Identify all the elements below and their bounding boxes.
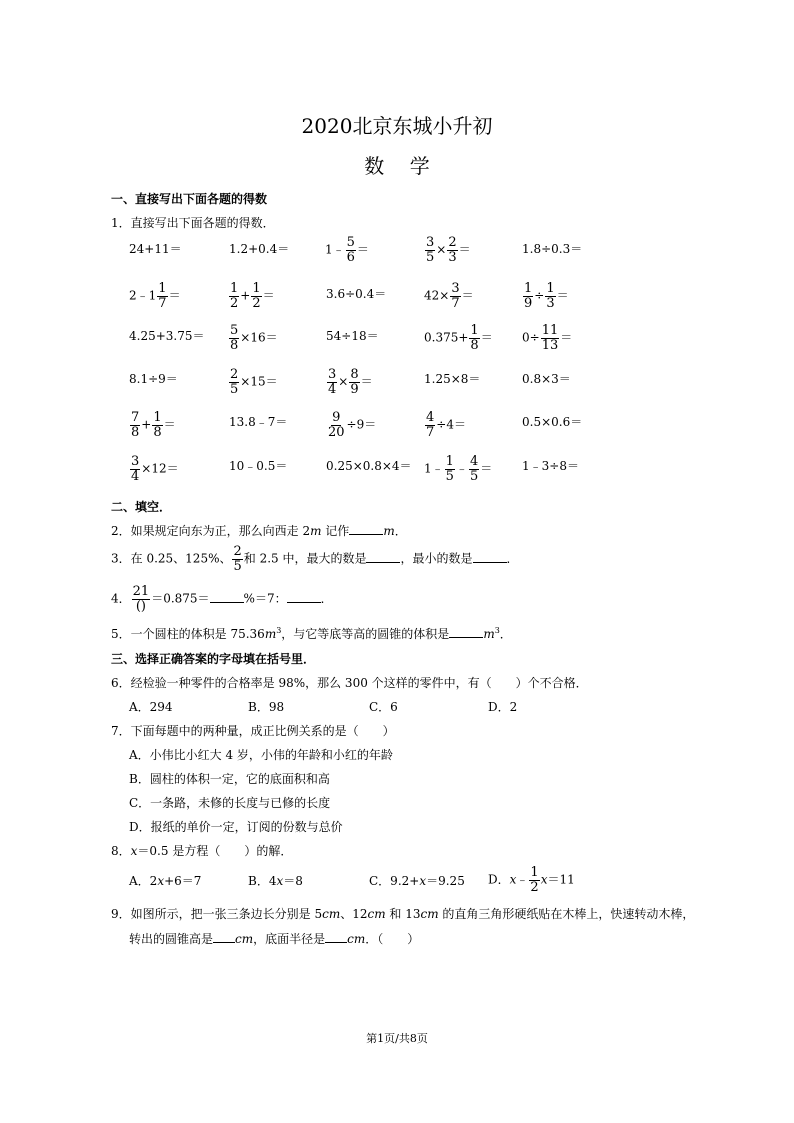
q7-option-d[interactable]: D．报纸的单价一定，订阅的份数与总价 (129, 820, 343, 834)
answer-blank-max[interactable] (366, 550, 400, 563)
item-r5c1: $\frac{7}{8}$ + $\frac{1}{8}$ ＝ (131, 410, 176, 440)
item-r2c5: $\frac{1}{9}$ ÷ $\frac{1}{3}$ ＝ (524, 281, 569, 311)
q7-option-b[interactable]: B．圆柱的体积一定，它的底面积和高 (129, 772, 330, 786)
item-r1c3: 1﹣ $\frac{5}{6}$ ＝ (325, 235, 369, 265)
question-4: 4． $\frac{21}{()}$ ＝0.875＝ %＝7： ． (111, 584, 333, 614)
answer-blank-ratio[interactable] (287, 590, 321, 603)
item-r2c4: 42× $\frac{3}{7}$ ＝ (424, 281, 474, 311)
item-r5c2: 13.8﹣7＝ (229, 415, 288, 429)
answer-blank-min[interactable] (473, 550, 507, 563)
item-r4c2: $\frac{2}{5}$ ×15＝ (230, 367, 278, 397)
answer-blank[interactable] (349, 522, 383, 535)
item-r4c4: 1.25×8＝ (424, 372, 481, 386)
question-9-line-2: 转出的圆锥高是 cm，底面半径是 cm．（ ） (129, 932, 420, 946)
q6-option-a[interactable]: A．294 (129, 700, 173, 714)
item-r1c5: 1.8÷0.3＝ (522, 242, 583, 256)
doc-subject: 数 学 (364, 154, 430, 178)
q7-option-c[interactable]: C．一条路，未修的长度与已修的长度 (129, 796, 331, 810)
item-r5c3: $\frac{9}{20}$ ÷9＝ (328, 410, 377, 440)
item-r4c3: $\frac{3}{4}$ × $\frac{8}{9}$ ＝ (328, 367, 373, 397)
q7-option-a[interactable]: A．小伟比小红大 4 岁，小伟的年龄和小红的年龄 (129, 748, 393, 762)
q8-option-b[interactable]: B．4x＝8 (248, 874, 303, 888)
item-r4c5: 0.8×3＝ (522, 372, 571, 386)
question-3: 3．在 0.25、125%、 $\frac{2}{5}$ 和 2.5 中，最大的数是 ，最小的数是 ． (111, 544, 519, 574)
answer-blank-height[interactable] (213, 930, 235, 943)
item-r2c1: 2﹣1 $\frac{1}{7}$ ＝ (129, 281, 181, 311)
q6-option-d[interactable]: D．2 (488, 700, 518, 714)
question-2: 2．如果规定向东为正，那么向西走 2m 记作 m． (111, 524, 407, 538)
item-r5c5: 0.5×0.6＝ (522, 415, 583, 429)
q6-option-c[interactable]: C．6 (369, 700, 398, 714)
page-footer: 第1页/共8页 (366, 1032, 428, 1045)
q8-option-d[interactable]: D．x﹣ $\frac{1}{2}$ x＝11 (488, 865, 575, 895)
item-r3c5: 0÷ $\frac{11}{13}$ ＝ (522, 323, 573, 353)
item-r6c4: 1﹣ $\frac{1}{5}$ ﹣ $\frac{4}{5}$ ＝ (424, 454, 493, 484)
doc-title: 2020北京东城小升初 (301, 114, 493, 138)
q6-option-b[interactable]: B．98 (248, 700, 285, 714)
question-6: 6．经检验一种零件的合格率是 98%，那么 300 个这样的零件中，有（ ）个不合格． (111, 676, 588, 690)
question-5: 5．一个圆柱的体积是 $75.36m^3$，与它等底等高的圆锥的体积是 $m^3$． (111, 626, 512, 641)
item-r2c3: 3.6÷0.4＝ (326, 287, 387, 301)
section-heading-2: 二、填空． (111, 500, 172, 514)
item-r6c2: 10﹣0.5＝ (229, 459, 288, 473)
answer-blank-radius[interactable] (325, 930, 347, 943)
question-9: 9．如图所示，把一张三条边长分别是 5cm、12cm 和 13cm 的直角三角形硬纸贴在木棒上，快速转动木棒， (111, 907, 695, 921)
section-heading-1: 一、直接写出下面各题的得数 (111, 192, 268, 206)
section-heading-3: 三、选择正确答案的字母填在括号里． (111, 652, 316, 666)
item-r3c4: 0.375+ $\frac{1}{8}$ ＝ (424, 323, 493, 353)
answer-blank[interactable] (449, 625, 483, 638)
answer-blank-percent[interactable] (210, 590, 244, 603)
item-r6c5: 1﹣3÷8＝ (522, 459, 579, 473)
item-r3c1: 4.25+3.75＝ (129, 329, 205, 343)
item-r6c1: $\frac{3}{4}$ ×12＝ (131, 454, 179, 484)
item-r4c1: 8.1÷9＝ (129, 372, 178, 386)
item-r1c1: 24+11＝ (129, 242, 182, 256)
question-1: 1．直接写出下面各题的得数． (111, 216, 275, 230)
item-r6c3: 0.25×0.8×4＝ (326, 459, 412, 473)
item-r3c3: 54÷18＝ (326, 329, 379, 343)
q8-option-a[interactable]: A．2x+6＝7 (129, 874, 202, 888)
question-7: 7．下面每题中的两种量，成正比例关系的是（ ） (111, 724, 395, 738)
item-r5c4: $\frac{4}{7}$ ÷4＝ (426, 410, 466, 440)
item-r1c2: 1.2+0.4＝ (229, 242, 290, 256)
q8-option-c[interactable]: C．9.2+x＝9.25 (369, 874, 465, 888)
item-r2c2: $\frac{1}{2}$ + $\frac{1}{2}$ ＝ (230, 281, 275, 311)
item-r3c2: $\frac{5}{8}$ ×16＝ (230, 323, 278, 353)
item-r1c4: $\frac{3}{5}$ × $\frac{2}{3}$ ＝ (426, 235, 471, 265)
question-8: 8．x＝0.5 是方程（ ）的解． (111, 844, 293, 858)
